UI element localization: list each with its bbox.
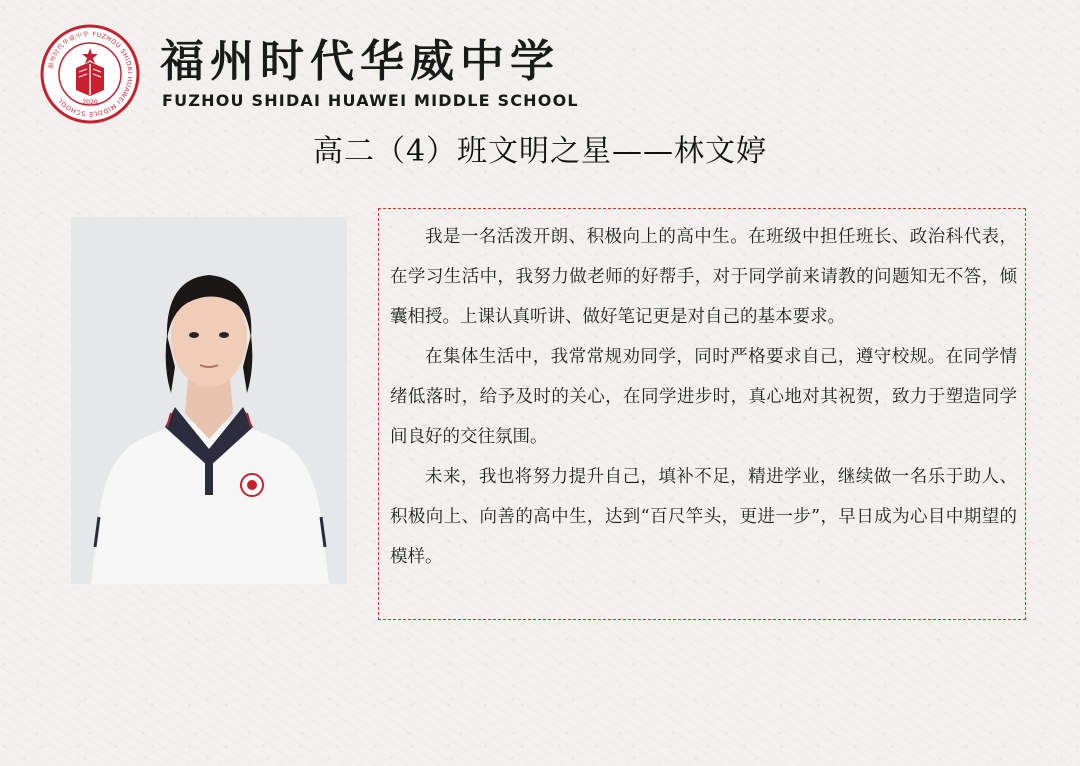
emblem-ring-text: 福州时代华威中学 FUZHOU SHIDAI HUAWEI MIDDLE SCHOOL	[47, 30, 134, 118]
bio-panel	[378, 208, 1026, 620]
bio-paragraph-1: 我是一名活泼开朗、积极向上的高中生。在班级中担任班长、政治科代表，在学习生活中，我努力做老师的好帮手，对于同学前来请教的问题知无不答，倾囊相授。上课认真听讲、做好笔记更是对自己的基本要求。	[390, 227, 1017, 327]
student-portrait	[71, 217, 347, 584]
bio-paragraph-3: 未来，我也将努力提升自己，填补不足，精进学业，继续做一名乐于助人、积极向上、向善的高中生，达到“百尺竿头，更进一步”，早日成为心目中期望的模样。	[390, 467, 1017, 567]
page-title: 高二（4）班文明之星——林文婷	[312, 134, 768, 169]
school-name-chinese: 福州时代华威中学	[160, 36, 560, 87]
school-emblem-icon	[40, 24, 140, 124]
school-name-english: FUZHOU SHIDAI HUAWEI MIDDLE SCHOOL	[162, 91, 579, 110]
bio-paragraph-2: 在集体生活中，我常常规劝同学，同时严格要求自己，遵守校规。在同学情绪低落时，给予及时的关心，在同学进步时，真心地对其祝贺，致力于塑造同学间良好的交往氛围。	[390, 347, 1017, 447]
emblem-year: 2020	[82, 99, 98, 106]
